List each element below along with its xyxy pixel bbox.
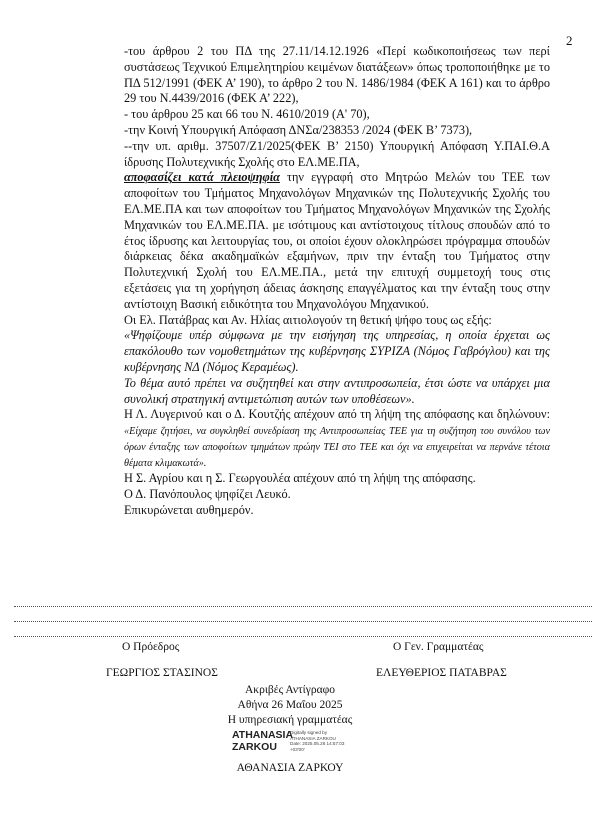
legal-basis-paragraph-1: -του άρθρου 2 του ΠΔ της 27.11/14.12.1926 «Περί κωδικοποιήσεως των περί συστάσεως Τεχνικού Επιμελητηρίου κειμένων διατάξεων» όπως τροποποιήθηκε με το ΠΔ 512/1991 (ΦΕΚ Α’ 190), το άρθρο 2 του Ν. 1486/1984 (ΦΕΚ Α 161) και το άρθρο 29 του Ν.4439/2016 (ΦΕΚ Α’ 222), bbox=[124, 44, 550, 106]
certification-date: Αθήνα 26 Μαΐου 2025 bbox=[237, 699, 343, 711]
digital-signature-name: ATHANASIA ZARKOU bbox=[232, 729, 294, 753]
positive-vote-quote-2: Το θέμα αυτό πρέπει να συζητηθεί και στην αντιπροσωπεία, έτσι ώστε να υπάρχει μια συνολική στρατηγική αντιμετώπιση αυτών των υποθέσεων». bbox=[124, 375, 550, 406]
decision-text: την εγγραφή στο Μητρώο Μελών του ΤΕΕ των αποφοίτων του Τμήματος Μηχανολόγων Μηχανικών της Πολυτεχνικής Σχολής του ΕΛ.ΜΕ.ΠΑ και των αποφοίτων του Τμήματος Μηχανολόγων Μηχανικών της Σχολής Μηχανικών του ΕΛ.ΜΕ.ΠΑ. με ισότιμους και αντίστοιχους τίτλους σπουδών από το έτος ίδρυσης και λειτουργίας του, οι οποίοι έχουν ολοκληρώσει πρόγραμμα σπουδών διάρκειας δέκα ακαδημαϊκών εξαμήνων, πριν την ένταξη του Τμήματος στην Πολυτεχνική Σχολή του ΕΛ.ΜΕ.ΠΑ., μετά την επιτυχή συμμετοχή τους στις εξετάσεις για τη χορήγηση άδειας άσκησης επαγγέλματος και την ένταξη τους στην αντίστοιχη Βασική ειδικότητα του Μηχανολόγου Μηχανικού. bbox=[124, 170, 550, 311]
president-name: ΓΕΩΡΓΙΟΣ ΣΤΑΣΙΝΟΣ bbox=[106, 667, 218, 679]
abstention-quote: «Είχαμε ζητήσει, να συγκληθεί συνεδρίαση της Αντιπροσωπείας ΤΕΕ για τη συζήτηση του συνόλου των όρων ένταξης των αποφοίτων τμημάτων πρώην ΤΕΙ στο ΤΕΕ και όχι να επιχειρείται να περνάνε τέτοια θέματα κλιμακωτά». bbox=[124, 426, 550, 470]
dotted-divider bbox=[14, 606, 592, 607]
abstention-paragraph-2: Η Σ. Αγρίου και η Σ. Γεωργουλέα απέχουν από τη λήψη της απόφασης. bbox=[124, 471, 476, 486]
document-body bbox=[124, 44, 550, 519]
president-title: Ο Πρόεδρος bbox=[122, 641, 180, 653]
digital-signature-stamp bbox=[232, 729, 382, 759]
general-secretary-title: Ο Γεν. Γραμματέας bbox=[393, 641, 484, 653]
abstention-paragraph bbox=[124, 407, 550, 471]
positive-vote-quote-1: «Ψηφίζουμε υπέρ σύμφωνα με την εισήγηση της υπηρεσίας, η οποία έρχεται ως επακόλουθο των νομοθετημάτων της κυβέρνησης ΣΥΡΙΖΑ (Νόμος Γαβρόγλου) και της κυβέρνησης ΝΔ (Νόμος Κεραμέως). bbox=[124, 328, 550, 374]
positive-vote-paragraph: Οι Ελ. Πατάβρας και Αν. Ηλίας αιτιολογούν τη θετική ψήφο τους ως εξής: bbox=[124, 312, 492, 327]
dotted-divider bbox=[14, 621, 592, 622]
certification-block bbox=[180, 683, 400, 728]
service-secretary-title: Η υπηρεσιακή γραμματέας bbox=[227, 714, 353, 726]
digital-signature-details: Digitally signed by ATHANASIA ZARKOU Date: 2025.05.26 14:57:03 +03'00' bbox=[290, 730, 345, 752]
dotted-divider bbox=[14, 636, 592, 637]
general-secretary-name: ΕΛΕΥΘΕΡΙΟΣ ΠΑΤΑΒΡΑΣ bbox=[376, 667, 507, 679]
ratification-paragraph: Επικυρώνεται αυθημερόν. bbox=[124, 502, 254, 517]
blank-vote-paragraph: Ο Δ. Πανόπουλος ψηφίζει Λευκό. bbox=[124, 486, 291, 501]
legal-basis-paragraph-4: --την υπ. αριθμ. 37507/Ζ1/2025(ΦΕΚ Β’ 2150) Υπουργική Απόφαση Υ.ΠΑΙ.Θ.Α ίδρυσης Πολυτεχνικής Σχολής στο ΕΛ.ΜΕ.ΠΑ, bbox=[124, 138, 550, 169]
decision-label: αποφασίζει κατά πλειοψηφία bbox=[124, 170, 280, 185]
page-number: 2 bbox=[566, 33, 573, 48]
service-secretary-name: ΑΘΑΝΑΣΙΑ ΖΑΡΚΟΥ bbox=[236, 762, 344, 774]
legal-basis-paragraph-2: - του άρθρου 25 και 66 του Ν. 4610/2019 (Α' 70), bbox=[124, 107, 370, 122]
abstention-text: Η Λ. Λυγερινού και ο Δ. Κουτζής απέχουν από τη λήψη της απόφασης και δηλώνουν: bbox=[124, 407, 550, 422]
decision-paragraph bbox=[124, 170, 550, 312]
certified-copy-label: Ακριβές Αντίγραφο bbox=[244, 684, 335, 696]
legal-basis-paragraph-3: -την Κοινή Υπουργική Απόφαση ΔΝΣα/238353 /2024 (ΦΕΚ Β’ 7373), bbox=[124, 122, 473, 137]
